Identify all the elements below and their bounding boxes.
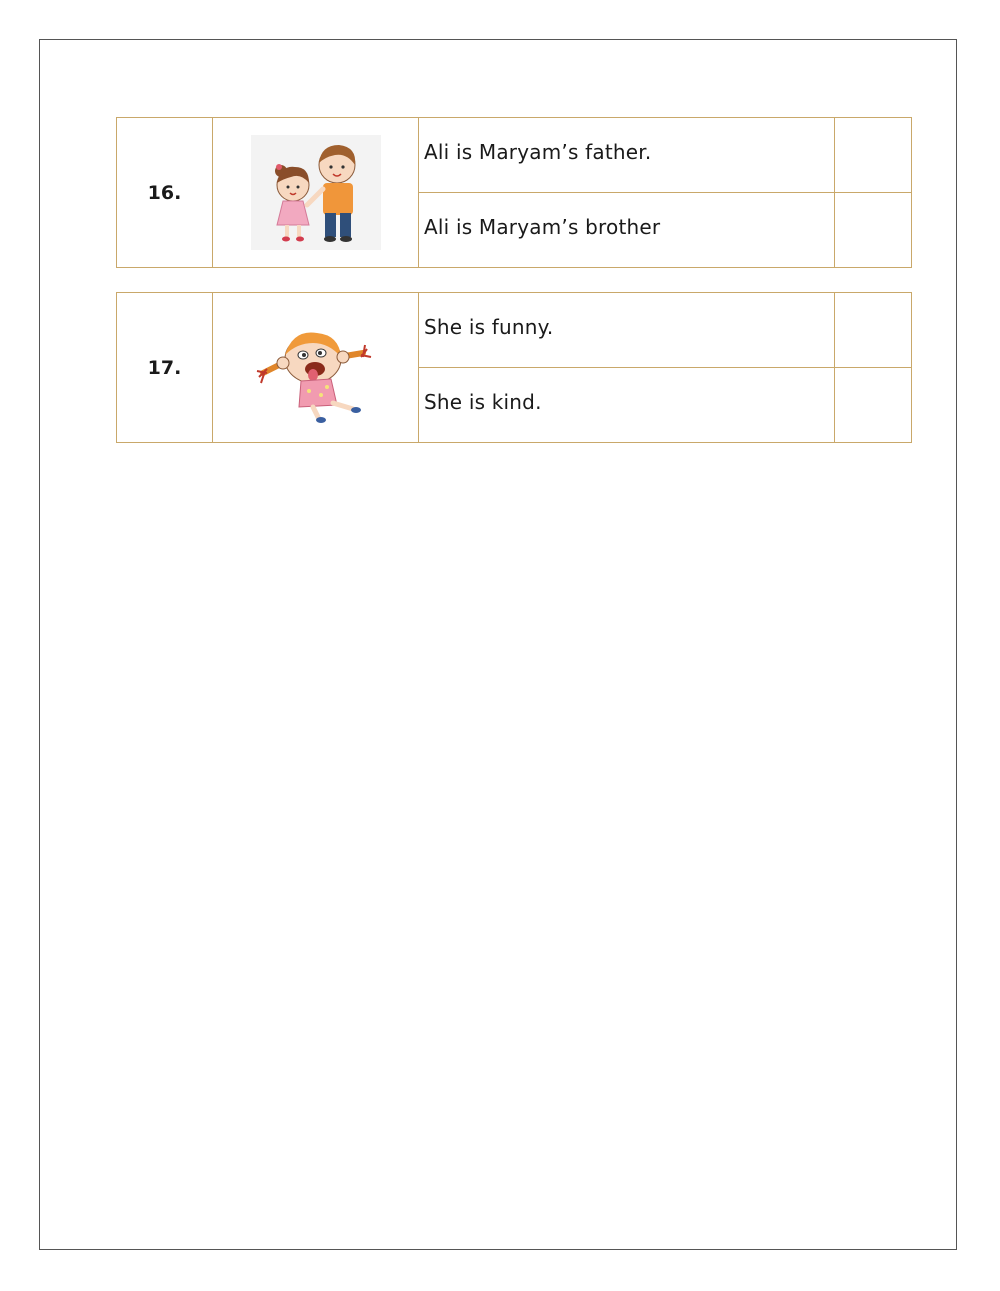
answer-box[interactable] <box>835 193 912 268</box>
funny-girl-illustration-icon <box>253 313 378 423</box>
question-number: 16. <box>117 118 213 268</box>
answer-box[interactable] <box>835 118 912 193</box>
statement-text: She is kind. <box>419 368 835 443</box>
statement-text: She is funny. <box>419 293 835 368</box>
question-image-cell <box>213 118 419 268</box>
statement-text: Ali is Maryam’s father. <box>419 118 835 193</box>
question-number: 17. <box>117 293 213 443</box>
question-17-table <box>116 292 912 443</box>
question-16-table <box>116 117 912 268</box>
answer-box[interactable] <box>835 368 912 443</box>
statement-text: Ali is Maryam’s brother <box>419 193 835 268</box>
question-image-cell <box>213 293 419 443</box>
siblings-illustration-icon <box>251 135 381 250</box>
answer-box[interactable] <box>835 293 912 368</box>
